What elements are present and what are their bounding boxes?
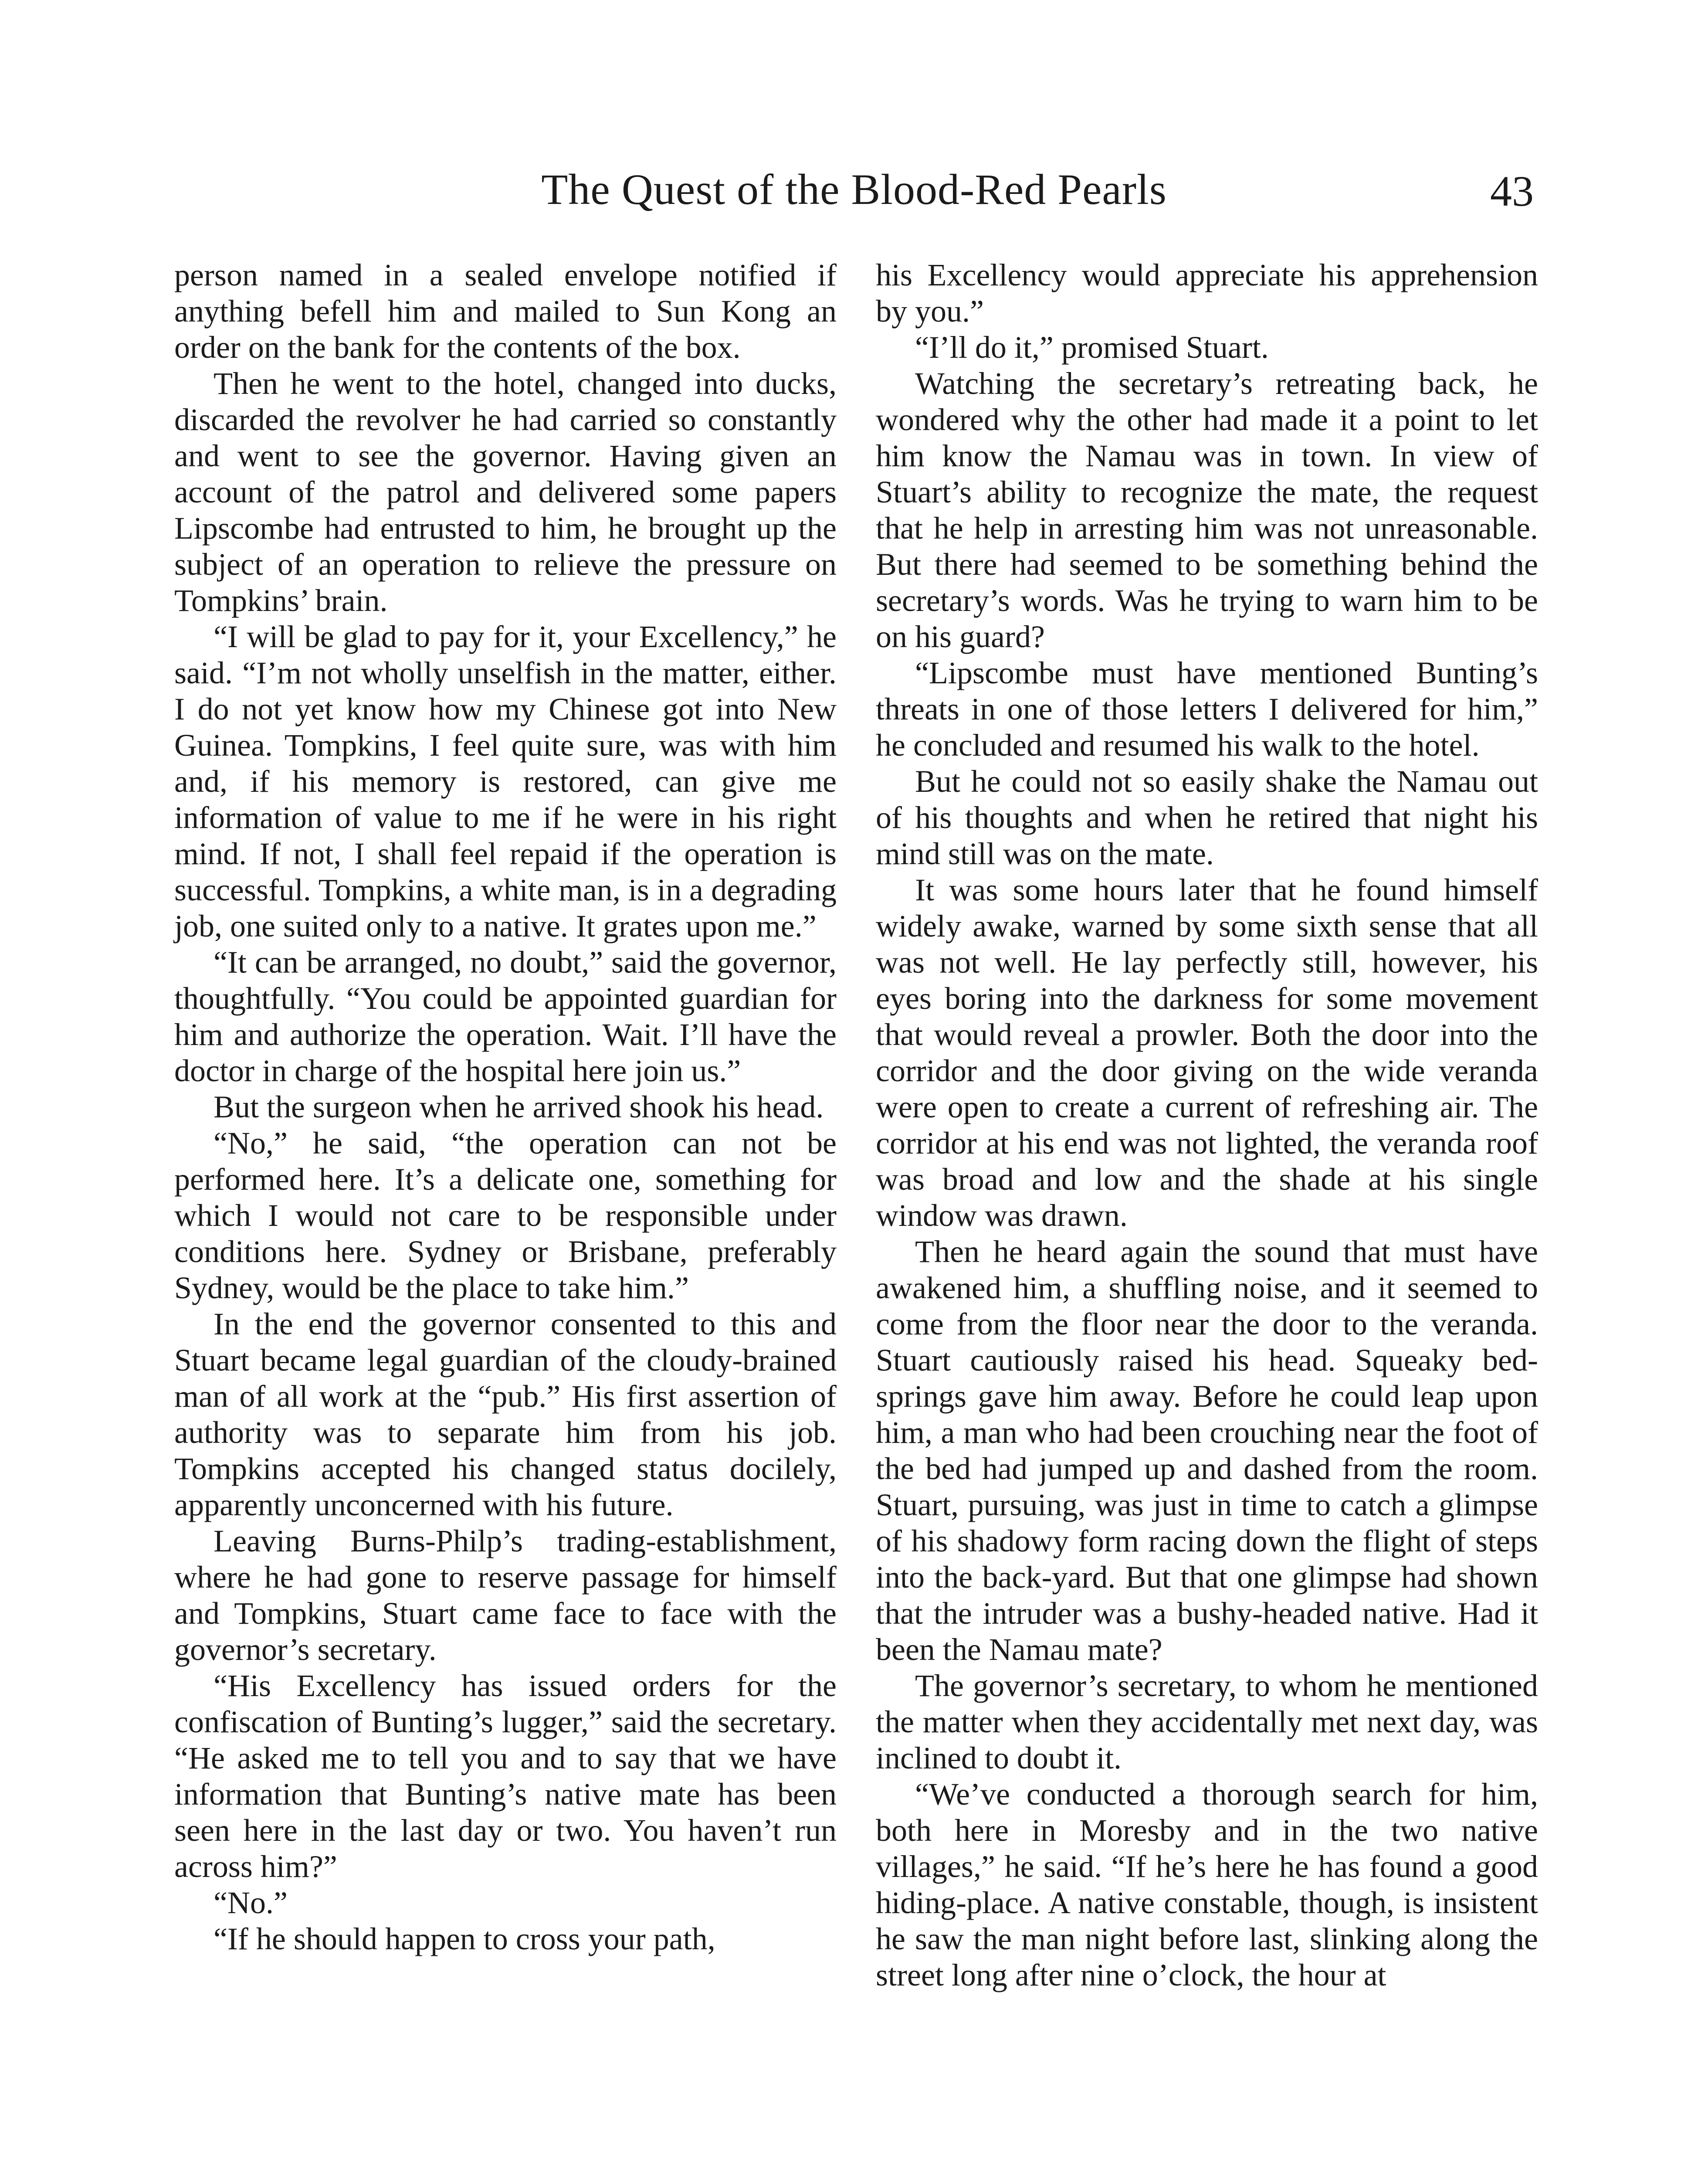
paragraph: “I’ll do it,” promised Stuart. [915,330,1269,365]
paragraph: But he could not so easily shake the Namau out of his thoughts and when he retired that night his mind still was on the mate. [876,764,1538,871]
paragraph: The governor’s secretary, to whom he mentioned the matter when they accidentally met next day, was inclined to doubt it. [876,1668,1538,1775]
right-column [876,257,1538,1993]
paragraph: person named in a sealed envelope notified if anything befell him and mailed to Sun Kong an order on the bank for the contents of the box. [174,258,837,365]
paragraph: But the surgeon when he arrived shook his head. [214,1090,824,1124]
paragraph: In the end the governor consented to this and Stuart became legal guardian of the cloudy-brained man of all work at the “pub.” His first assertion of authority was to separate him from his job. Tompkins accepted his changed status docilely, apparently unconcerned with his future. [174,1307,837,1522]
paragraph: “No.” [214,1885,288,1920]
paragraph: Leaving Burns-Philp’s trading-establishment, where he had gone to reserve passage for himself and Tompkins, Stuart came face to face with the governor’s secretary. [174,1524,837,1667]
running-title: The Quest of the Blood-Red Pearls [541,165,1167,214]
paragraph: “His Excellency has issued orders for the confiscation of Bunting’s lugger,” said the secretary. “He asked me to tell you and to say that we have information that Bunting’s native mate has been seen here in the last day or two. You haven’t run across him?” [174,1668,837,1884]
paragraph: his Excellency would appreciate his apprehension by you.” [876,258,1538,329]
page-header [174,161,1534,218]
paragraph: “We’ve conducted a thorough search for him, both here in Moresby and in the two native villages,” he said. “If he’s here he has found a good hiding-place. A native constable, though, is insistent he saw the man night before last, slinking along the street long after nine o’clock, the hour at [876,1777,1538,1992]
paragraph: “If he should happen to cross your path, [214,1921,715,1956]
paragraph: “Lipscombe must have mentioned Bunting’s threats in one of those letters I delivered for him,” he concluded and resumed his walk to the hotel. [876,655,1538,763]
paragraph: It was some hours later that he found himself widely awake, warned by some sixth sense that all was not well. He lay perfectly still, however, his eyes boring into the darkness for some movement that would reveal a prowler. Both the door into the corridor and the door giving on the wide veranda were open to create a current of refreshing air. The corridor at his end was not lighted, the veranda roof was broad and low and the shade at his single window was drawn. [876,872,1538,1233]
paragraph: Watching the secretary’s retreating back, he wondered why the other had made it a point to let him know the Namau was in town. In view of Stuart’s ability to recognize the mate, the request that he help in arresting him was not unreasonable. But there had seemed to be something behind the secretary’s words. Was he trying to warn him to be on his guard? [876,366,1538,654]
paragraph: “It can be arranged, no doubt,” said the governor, thoughtfully. “You could be appointed guardian for him and authorize the operation. Wait. I’ll have the doctor in charge of the hospital here join us.” [174,945,837,1088]
paragraph: “I will be glad to pay for it, your Excellency,” he said. “I’m not wholly unselfish in the matter, either. I do not yet know how my Chinese got into New Guinea. Tompkins, I feel quite sure, was with him and, if his memory is restored, can give me information of value to me if he were in his right mind. If not, I shall feel repaid if the operation is successful. Tompkins, a white man, is in a degrading job, one suited only to a native. It grates upon me.” [174,619,837,944]
page-number: 43 [1490,167,1534,215]
paragraph: Then he went to the hotel, changed into ducks, discarded the revolver he had carried so constantly and went to see the governor. Having given an account of the patrol and delivered some papers Lipscombe had entrusted to him, he brought up the subject of an operation to relieve the pressure on Tompkins’ brain. [174,366,837,618]
paragraph: “No,” he said, “the operation can not be performed here. It’s a delicate one, something for which I would not care to be responsible under conditions here. Sydney or Brisbane, preferably Sydney, would be the place to take him.” [174,1126,837,1305]
paragraph: Then he heard again the sound that must have awakened him, a shuffling noise, and it seemed to come from the floor near the door to the veranda. Stuart cautiously raised his head. Squeaky bed-springs gave him away. Before he could leap upon him, a man who had been crouching near the foot of the bed had jumped up and dashed from the room. Stuart, pursuing, was just in time to catch a glimpse of his shadowy form racing down the flight of steps into the back-yard. But that one glimpse had shown that the intruder was a bushy-headed native. Had it been the Namau mate? [876,1234,1538,1667]
left-column [174,257,837,1957]
